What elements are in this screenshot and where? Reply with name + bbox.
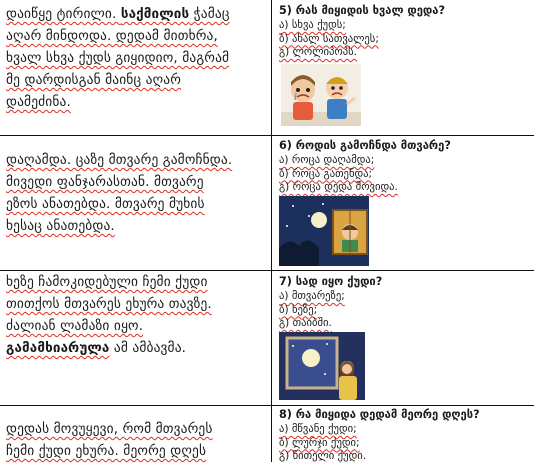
story-paragraph-3	[6, 272, 212, 360]
table-divider-vertical	[271, 0, 272, 462]
story-line	[6, 338, 212, 360]
story-line	[6, 316, 212, 338]
story-text: ხესაც ანათებდა.	[6, 219, 115, 234]
story-line	[6, 172, 232, 194]
row-border	[0, 135, 534, 136]
story-line	[6, 216, 232, 238]
story-bold-word: გამამხიარულა	[6, 341, 110, 356]
question-title: 8) რა მიყიდა დედამ მეორე დღეს?	[279, 408, 480, 421]
answer-option[interactable]: ბ) ლურჯი ქუდი;	[279, 436, 360, 449]
answer-option[interactable]: ა) მწვანე ქუდი;	[279, 423, 357, 436]
story-line	[6, 4, 230, 26]
story-line	[6, 48, 230, 70]
story-text: ჭამაც	[189, 7, 230, 22]
story-paragraph-1	[6, 4, 230, 114]
answer-option[interactable]: გ) როცა დედა მოვიდა.	[279, 181, 398, 194]
story-text: აღარ მინდოდა. დედამ მითხრა,	[6, 29, 218, 44]
two-children-crying-illustration	[281, 64, 361, 126]
question-8	[279, 408, 480, 463]
answer-option[interactable]: გ) თაიბში.	[279, 317, 332, 330]
story-paragraph-2	[6, 150, 232, 238]
question-6	[279, 139, 451, 194]
story-text: ხეზე ჩამოკიდებული ჩემი ქუდი	[6, 275, 208, 290]
answer-option[interactable]: ბ) ხეზე;	[279, 303, 318, 316]
moon-through-window-illustration	[279, 196, 369, 266]
answer-option[interactable]: ა) როცა დაღამდა;	[279, 154, 375, 167]
story-text: დაიწყე ტირილი.	[6, 7, 121, 22]
story-line	[6, 441, 213, 463]
story-text: თითქოს მთვარეს ეხურა თავზე.	[6, 297, 212, 312]
story-text: ძალიან ლამაზი იყო.	[6, 319, 144, 334]
story-text: დამეძინა.	[6, 95, 71, 110]
story-line	[6, 150, 232, 172]
story-line	[6, 92, 230, 114]
story-paragraph-4	[6, 419, 213, 463]
story-text: ჩემი ქუდი ეხურა. მეორე დღეს	[6, 444, 207, 459]
story-line	[6, 419, 213, 441]
answer-option[interactable]: ბ) ახალ სათვალეს;	[279, 32, 379, 45]
story-line	[6, 294, 212, 316]
answer-option[interactable]: გ) ლოლიპოპს.	[279, 46, 358, 59]
girl-looking-at-moon-illustration	[279, 332, 365, 400]
row-border	[0, 405, 534, 406]
story-text: დედას მოვუყევი, რომ მთვარეს	[6, 422, 213, 437]
story-text: ხვალ სხვა ქუდს გიყიდიო, მაგრამ	[6, 51, 230, 66]
answer-option[interactable]: ბ) როცა გათენდა;	[279, 167, 373, 180]
answer-option[interactable]: ა) სხვა ქუდს;	[279, 19, 346, 32]
story-line	[6, 272, 212, 294]
story-text: მე დარდისგან მაინც აღარ	[6, 73, 182, 88]
story-text: ამ ამბავმა.	[109, 341, 187, 356]
question-title: 7) სად იყო ქუდი?	[279, 275, 383, 288]
answer-option[interactable]: ა) მთვარეზე;	[279, 290, 345, 303]
question-title: 5) რას მიყიდის ხვალ დედა?	[279, 4, 445, 17]
story-line	[6, 194, 232, 216]
question-7	[279, 275, 382, 330]
story-line	[6, 26, 230, 48]
story-text: ეზოს ანათებდა. მთვარე მუხის	[6, 197, 205, 212]
question-5	[279, 4, 445, 59]
story-bold-word: საქმილის	[120, 7, 190, 22]
story-line	[6, 70, 230, 92]
question-title: 6) როდის გამოჩნდა მთვარე?	[279, 139, 451, 152]
row-border	[0, 270, 534, 271]
story-text: მივედი ფანჯარასთან. მთვარე	[6, 175, 204, 190]
answer-option[interactable]: გ) წითელი ქუდი.	[279, 450, 367, 463]
story-text: დაღამდა. ცაზე მთვარე გამოჩნდა.	[6, 153, 233, 168]
